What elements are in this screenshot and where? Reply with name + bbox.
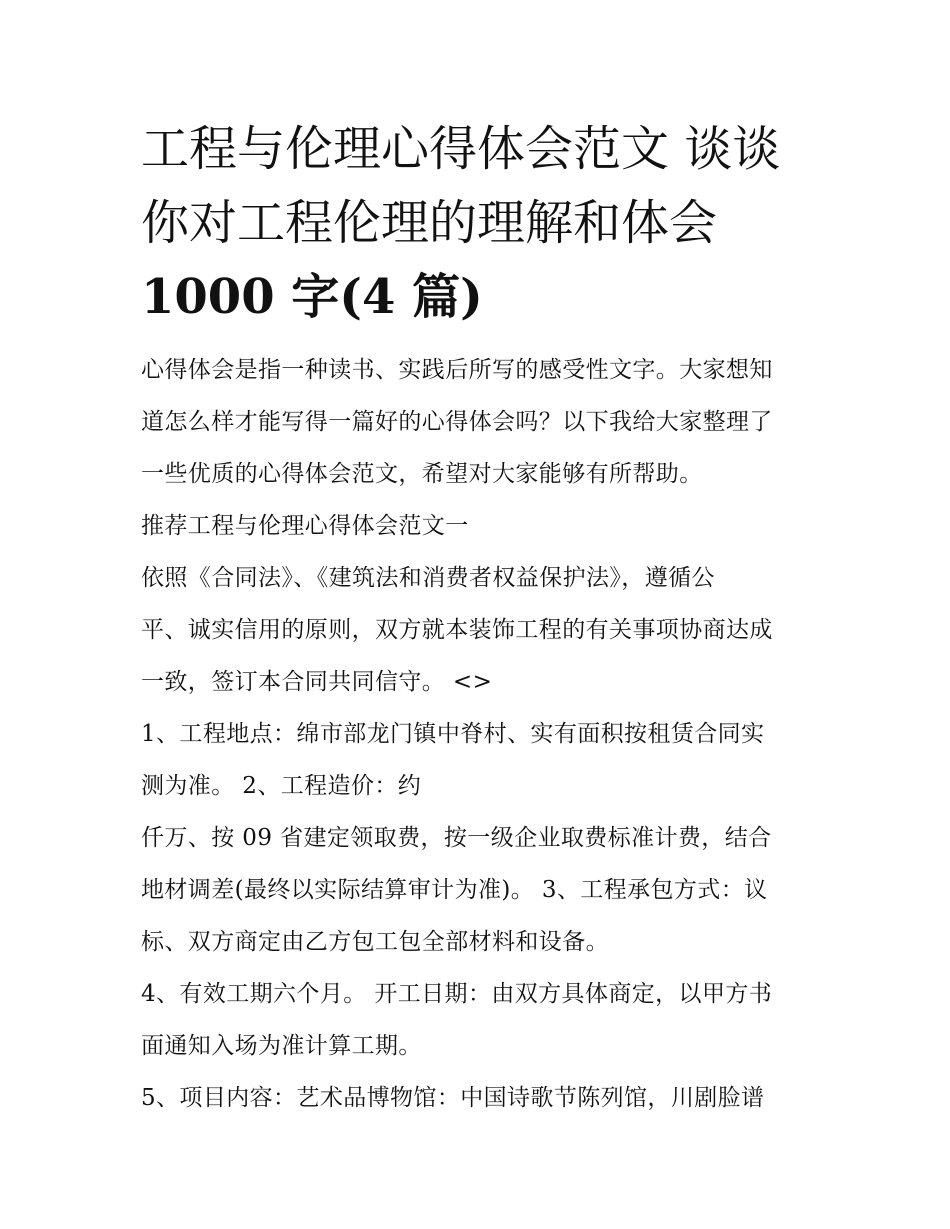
title-line-2: 你对工程伦理的理解和体会	[141, 195, 718, 251]
document-body	[141, 344, 813, 1124]
document-title	[141, 112, 813, 334]
body-line-11: 地材调差(最终以实际结算审计为准)。 3、工程承包方式：议	[141, 877, 768, 903]
body-line-3: 一些优质的心得体会范文，希望对大家能够有所帮助。	[141, 461, 703, 487]
body-line-2: 道怎么样才能写得一篇好的心得体会吗？以下我给大家整理了	[141, 409, 773, 435]
body-line-7: 一致，签订本合同共同信守。 <>	[141, 669, 493, 695]
title-line-1: 工程与伦理心得体会范文 谈谈	[141, 121, 781, 177]
body-line-15: 5、项目内容：艺术品博物馆：中国诗歌节陈列馆，川剧脸谱	[141, 1085, 765, 1111]
body-line-12: 标、双方商定由乙方包工包全部材料和设备。	[141, 929, 609, 955]
section-heading: 推荐工程与伦理心得体会范文一	[141, 513, 469, 539]
body-line-5: 依照《合同法》、《建筑法和消费者权益保护法》，遵循公	[141, 565, 715, 591]
body-line-9: 测为准。 2、工程造价：约	[141, 773, 422, 799]
body-line-1: 心得体会是指一种读书、实践后所写的感受性文字。大家想知	[141, 357, 773, 383]
title-line-3: 1000 字(4 篇)	[141, 269, 483, 325]
body-line-13: 4、有效工期六个月。 开工日期：由双方具体商定，以甲方书	[141, 981, 773, 1007]
body-line-14: 面通知入场为准计算工期。	[141, 1033, 422, 1059]
body-line-8: 1、工程地点：绵市部龙门镇中脊村、实有面积按租赁合同实	[141, 721, 765, 747]
body-line-6: 平、诚实信用的原则，双方就本装饰工程的有关事项协商达成	[141, 617, 773, 643]
body-line-10: 仟万、按 09 省建定领取费，按一级企业取费标准计费，结合	[141, 825, 772, 851]
document-page	[141, 112, 813, 1124]
